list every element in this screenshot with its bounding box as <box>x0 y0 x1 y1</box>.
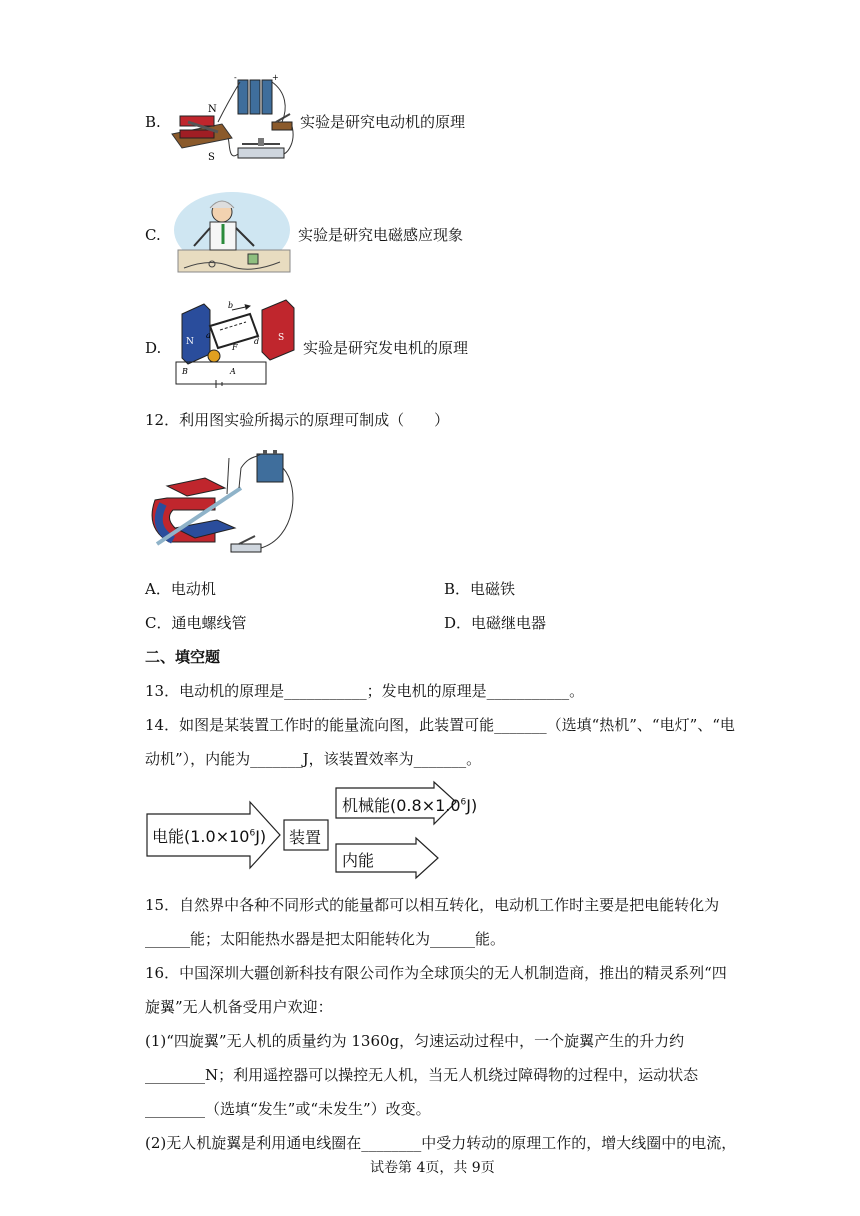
option-c-letter: C. <box>145 226 161 244</box>
q12-option-d: D．电磁继电器 <box>444 614 547 632</box>
q12-option-b: B．电磁铁 <box>444 580 516 598</box>
q14-line2: 动机”），内能为_______J，该装置效率为_______。 <box>145 750 482 768</box>
q16-line2: 旋翼”无人机备受用户欢迎： <box>145 998 333 1016</box>
q12-stem: 12．利用图实验所揭示的原理可制成（ ） <box>145 411 450 429</box>
label-b-brush: B <box>182 367 188 376</box>
scientist-experiment-figure <box>170 188 294 278</box>
q14-line1: 14．如图是某装置工作时的能量流向图，此装置可能_______（选填“热机”、“电灯”、“电 <box>145 716 735 734</box>
generator-principle-figure <box>170 296 302 390</box>
q16-line3: (1)“四旋翼”无人机的质量约为 1360g，匀速运动过程中，一个旋翼产生的升力约 <box>145 1032 685 1050</box>
label-f: F <box>232 343 238 352</box>
label-n2: N <box>186 337 194 347</box>
svg-text:+: + <box>272 73 279 82</box>
label-a: a <box>206 331 211 340</box>
q15-line2: ______能；太阳能热水器是把太阳能转化为______能。 <box>145 930 506 948</box>
q12-figure <box>145 448 305 558</box>
option-c-caption: 实验是研究电磁感应现象 <box>298 226 464 244</box>
q16-line5: ________（选填“发生”或“未发生”）改变。 <box>145 1100 431 1118</box>
q12-option-a: A．电动机 <box>145 580 216 598</box>
section-title: 二、填空题 <box>145 648 221 666</box>
q15-line1: 15．自然界中各种不同形式的能量都可以相互转化，电动机工作时主要是把电能转化为 <box>145 896 720 914</box>
q16-line4: ________N；利用遥控器可以操控无人机，当无人机绕过障碍物的过程中，运动状态 <box>145 1066 699 1084</box>
label-s2: S <box>278 333 285 343</box>
label-d: d <box>254 337 260 346</box>
q16-line1: 16．中国深圳大疆创新科技有限公司作为全球顶尖的无人机制造商，推出的精灵系列“四 <box>145 964 727 982</box>
energy-flow-diagram <box>146 780 478 884</box>
q12-option-c: C．通电螺线管 <box>145 614 247 632</box>
option-d-caption: 实验是研究发电机的原理 <box>303 339 469 357</box>
label-b: b <box>228 301 234 310</box>
device-label: 装置 <box>289 828 322 847</box>
mechanical-energy-label: 机械能$(0.8\times 1.0^6J)$ <box>342 796 478 815</box>
option-b-letter: B. <box>145 113 161 131</box>
label-a-brush: A <box>230 367 236 376</box>
svg-text:-: - <box>234 73 237 82</box>
option-d-letter: D. <box>145 339 162 357</box>
internal-energy-label: 内能 <box>342 851 375 870</box>
page-footer: 试卷第 4页，共 9页 <box>370 1160 495 1176</box>
q16-line6: (2)无人机旋翼是利用通电线圈在________中受力转动的原理工作的，增大线圈中的电流， <box>145 1134 737 1152</box>
option-b-caption: 实验是研究电动机的原理 <box>300 113 466 131</box>
motor-principle-figure <box>168 72 298 172</box>
input-energy-label: 电能$(1.0\times 10^6J)$ <box>152 827 267 846</box>
q13-text: 13．电动机的原理是___________；发电机的原理是___________。 <box>145 682 585 700</box>
label-s: S <box>208 152 215 163</box>
label-n: N <box>208 104 217 115</box>
